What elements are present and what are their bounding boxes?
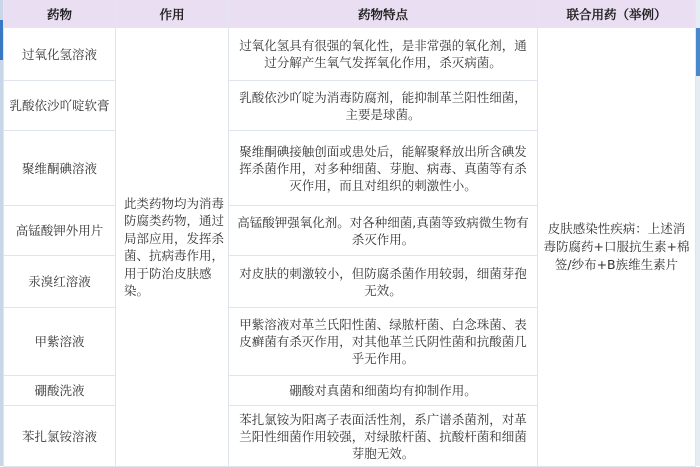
table-row xyxy=(4,28,696,81)
drug-feature: 乳酸依沙吖啶为消毒防腐剂，能抑制革兰阳性细菌，主要是球菌。 xyxy=(229,81,538,131)
drug-name: 汞溴红溶液 xyxy=(4,256,116,308)
drug-name: 苯扎氯铵溶液 xyxy=(4,406,116,467)
drug-name: 高锰酸钾外用片 xyxy=(4,206,116,256)
header-feature: 药物特点 xyxy=(229,0,538,28)
header-drug: 药物 xyxy=(4,0,116,28)
drug-feature: 甲紫溶液对革兰氏阳性菌、绿脓杆菌、白念珠菌、表皮癣菌有杀灭作用，对其他革兰氏阴性菌和抗酸菌几乎无作用。 xyxy=(229,308,538,376)
header-combination: 联合用药（举例） xyxy=(538,0,696,28)
drug-name: 过氧化氢溶液 xyxy=(4,28,116,81)
header-row xyxy=(4,0,696,28)
drug-feature: 高锰酸钾强氧化剂。对各种细菌,真菌等致病微生物有杀灭作用。 xyxy=(229,206,538,256)
drug-feature: 硼酸对真菌和细菌均有抑制作用。 xyxy=(229,376,538,406)
drug-name: 硼酸洗液 xyxy=(4,376,116,406)
drug-table xyxy=(3,0,696,467)
shared-combination-cell: 皮肤感染性疾病：上述消毒防腐药+口服抗生素+棉签/纱布+B族维生素片 xyxy=(538,28,696,467)
shared-effect-cell: 此类药物均为消毒防腐类药物，通过局部应用，发挥杀菌、抗病毒作用，用于防治皮肤感染。 xyxy=(116,28,229,467)
drug-feature: 聚维酮碘接触创面或患处后，能解聚释放出所含碘发挥杀菌作用，对多种细菌、芽胞、病毒、真菌等有杀灭作用，而且对组织的刺激性小。 xyxy=(229,131,538,206)
drug-feature: 过氧化氢具有很强的氧化性，是非常强的氧化剂，通过分解产生氧气发挥氧化作用，杀灭病菌。 xyxy=(229,28,538,81)
drug-name: 甲紫溶液 xyxy=(4,308,116,376)
drug-feature: 苯扎氯铵为阳离子表面活性剂，系广谱杀菌剂，对革兰阳性细菌作用较强，对绿脓杆菌、抗酸杆菌和细菌芽胞无效。 xyxy=(229,406,538,467)
header-effect: 作用 xyxy=(116,0,229,28)
drug-feature: 对皮肤的刺激较小，但防腐杀菌作用较弱，细菌芽孢无效。 xyxy=(229,256,538,308)
drug-name: 乳酸依沙吖啶软膏 xyxy=(4,81,116,131)
drug-name: 聚维酮碘溶液 xyxy=(4,131,116,206)
